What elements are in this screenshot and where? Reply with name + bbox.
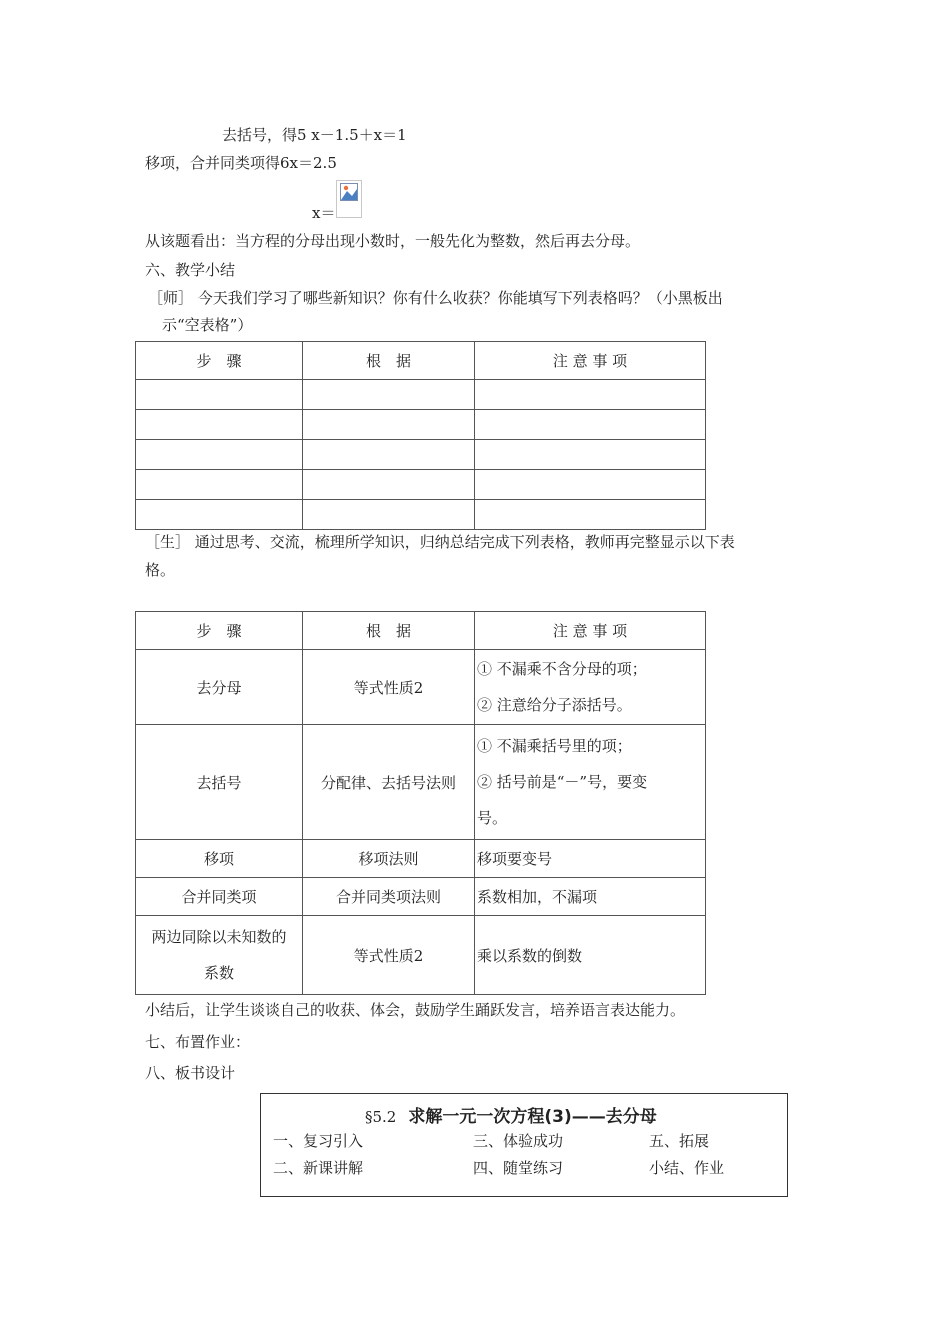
empty-cell xyxy=(136,500,303,530)
empty-cell xyxy=(303,440,475,470)
solution-line-result: x＝ xyxy=(312,204,336,222)
empty-cell xyxy=(475,410,706,440)
solution-line-combine: 移项，合并同类项得6x＝2.5 xyxy=(145,154,337,172)
student-response-line1: ［生］ 通过思考、交流，梳理所学知识，归纳总结完成下列表格，教师再完整显示以下表 xyxy=(145,533,735,551)
basis-cell: 等式性质2 xyxy=(303,916,475,995)
basis-cell: 分配律、去括号法则 xyxy=(303,725,475,840)
empty-cell xyxy=(475,440,706,470)
note-line: ① 不漏乘括号里的项； xyxy=(477,737,632,755)
empty-cell xyxy=(303,470,475,500)
table-row xyxy=(136,916,706,995)
note-line: ② 括号前是“－”号，要变 xyxy=(477,773,648,791)
board-item: 五、拓展 xyxy=(649,1132,710,1150)
section-eight-heading: 八、板书设计 xyxy=(145,1064,236,1082)
board-item: 四、随堂练习 xyxy=(473,1159,564,1177)
section-six-heading: 六、教学小结 xyxy=(145,261,236,279)
blackboard-design-box xyxy=(260,1093,788,1197)
basis-cell: 移项法则 xyxy=(303,840,475,878)
table-row xyxy=(136,650,706,725)
empty-cell xyxy=(136,380,303,410)
empty-cell xyxy=(475,500,706,530)
note-line: ② 注意给分子添括号。 xyxy=(477,696,632,714)
step-cell xyxy=(136,916,303,995)
note-line: ① 不漏乘不含分母的项； xyxy=(477,660,647,678)
summary-text: 小结后，让学生谈谈自己的收获、体会，鼓励学生踊跃发言，培养语言表达能力。 xyxy=(145,1001,686,1019)
table-row xyxy=(136,878,706,916)
table-header: 注 意 事 项 xyxy=(475,342,706,380)
empty-cell xyxy=(303,500,475,530)
observation-text: 从该题看出：当方程的分母出现小数时，一般先化为整数，然后再去分母。 xyxy=(145,232,641,250)
notes-cell: 系数相加，不漏项 xyxy=(475,878,706,916)
table-header: 步 骤 xyxy=(136,342,303,380)
note-line: 号。 xyxy=(477,809,508,827)
step-cell: 移项 xyxy=(136,840,303,878)
board-item: 小结、作业 xyxy=(649,1159,725,1177)
step-line: 两边同除以未知数的 xyxy=(151,928,287,946)
basis-cell: 等式性质2 xyxy=(303,650,475,725)
teacher-prompt-line2: 示“空表格”） xyxy=(162,316,253,334)
empty-cell xyxy=(136,410,303,440)
step-cell: 去分母 xyxy=(136,650,303,725)
step-cell: 去括号 xyxy=(136,725,303,840)
board-main-title: 求解一元一次方程(3)——去分母 xyxy=(408,1107,657,1127)
empty-cell xyxy=(475,470,706,500)
basis-cell: 合并同类项法则 xyxy=(303,878,475,916)
empty-cell xyxy=(303,380,475,410)
step-line: 系数 xyxy=(203,964,234,982)
notes-cell xyxy=(475,725,706,840)
student-response-line2: 格。 xyxy=(145,561,176,579)
empty-cell xyxy=(136,470,303,500)
notes-cell: 移项要变号 xyxy=(475,840,706,878)
teacher-prompt-line1: ［师］ 今天我们学习了哪些新知识？你有什么收获？你能填写下列表格吗？（小黑板出 xyxy=(148,289,723,307)
empty-cell xyxy=(475,380,706,410)
notes-cell xyxy=(475,650,706,725)
table-header: 根 据 xyxy=(303,612,475,650)
table-header: 步 骤 xyxy=(136,612,303,650)
table-row xyxy=(136,725,706,840)
board-item: 一、复习引入 xyxy=(273,1132,364,1150)
empty-cell xyxy=(136,440,303,470)
board-section-number: §5.2 xyxy=(365,1108,397,1126)
notes-cell: 乘以系数的倒数 xyxy=(475,916,706,995)
full-summary-table xyxy=(135,611,706,995)
step-cell: 合并同类项 xyxy=(136,878,303,916)
board-title xyxy=(365,1102,657,1127)
empty-summary-table xyxy=(135,341,706,530)
board-item: 三、体验成功 xyxy=(473,1132,564,1150)
section-seven-heading: 七、布置作业： xyxy=(145,1033,251,1051)
solution-line-expand: 去括号，得5 x－1.5＋x＝1 xyxy=(222,126,407,144)
empty-cell xyxy=(303,410,475,440)
board-item: 二、新课讲解 xyxy=(273,1159,364,1177)
image-placeholder-icon xyxy=(336,180,362,218)
table-header: 根 据 xyxy=(303,342,475,380)
table-row xyxy=(136,840,706,878)
table-header: 注 意 事 项 xyxy=(475,612,706,650)
